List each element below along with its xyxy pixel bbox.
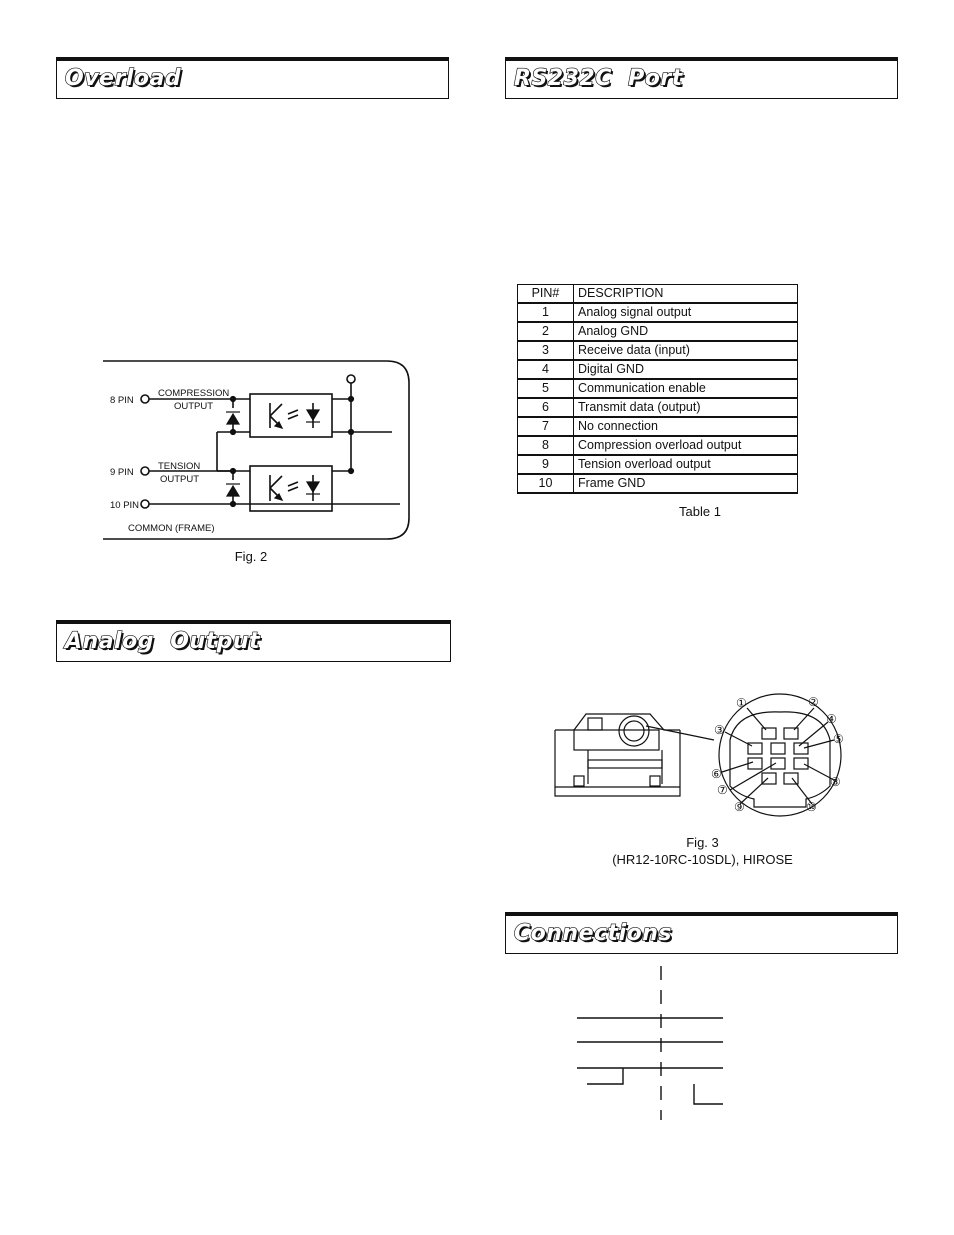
connections-header: [505, 912, 898, 954]
fig3-caption: [580, 834, 825, 868]
fig3-pin-5-marker: ⑤: [833, 732, 844, 746]
table-header-description: DESCRIPTION: [574, 285, 798, 304]
table-row: [518, 303, 798, 322]
fig3-pin-2-marker: ②: [808, 695, 819, 709]
pin-number-cell: 1: [518, 303, 574, 322]
section-title-rs232c: RS232C Port: [514, 66, 683, 91]
fig3-pin-10-marker: ⑩: [806, 800, 817, 814]
table-row: [518, 455, 798, 474]
fig3-pin-6-marker: ⑥: [711, 767, 722, 781]
pin-description-cell: Tension overload output: [574, 455, 798, 474]
pin-description-cell: Receive data (input): [574, 341, 798, 360]
fig2-overload-circuit: [100, 358, 415, 543]
fig2-caption: Fig. 2: [234, 549, 268, 564]
table-row: [518, 417, 798, 436]
pin-table: [517, 284, 798, 494]
fig3-pin-3-marker: ③: [714, 723, 725, 737]
pin-number-cell: 8: [518, 436, 574, 455]
fig2-compression-label: COMPRESSION: [158, 388, 230, 399]
pin-description-cell: Analog signal output: [574, 303, 798, 322]
fig3-pin-4-marker: ④: [826, 712, 837, 726]
fig3-pin-9-marker: ⑨: [734, 800, 745, 814]
table-header-pin: PIN#: [518, 285, 574, 304]
pin-description-cell: Digital GND: [574, 360, 798, 379]
pin-description-cell: Communication enable: [574, 379, 798, 398]
fig3-caption-part: (HR12-10RC-10SDL), HIROSE: [612, 852, 793, 867]
fig3-pin-7-marker: ⑦: [717, 783, 728, 797]
fig2-pin8-label: 8 PIN: [110, 395, 134, 406]
pin-number-cell: 4: [518, 360, 574, 379]
fig3-pin-8-marker: ⑧: [830, 775, 841, 789]
section-title-connections: Connections: [514, 921, 672, 946]
table-row: [518, 398, 798, 417]
pin-number-cell: 7: [518, 417, 574, 436]
fig2-tension-label: TENSION: [158, 461, 201, 472]
pin-number-cell: 2: [518, 322, 574, 341]
pin-number-cell: 5: [518, 379, 574, 398]
fig2-pin10-label: 10 PIN: [110, 500, 140, 511]
fig2-compression-output-label: OUTPUT: [174, 401, 214, 412]
table-row: [518, 322, 798, 341]
fig2-tension-output-label: OUTPUT: [160, 474, 200, 485]
pin-number-cell: 10: [518, 474, 574, 493]
table-row: [518, 360, 798, 379]
table-row: [518, 379, 798, 398]
analog-output-header: [56, 620, 451, 662]
section-title-analog-output: Analog Output: [65, 629, 261, 654]
fig3-caption-title: Fig. 3: [686, 835, 719, 850]
table-row: [518, 341, 798, 360]
section-title-overload: Overload: [65, 66, 182, 91]
pin-description-cell: No connection: [574, 417, 798, 436]
table-header-row: [518, 285, 798, 304]
pin-description-cell: Frame GND: [574, 474, 798, 493]
pin-number-cell: 3: [518, 341, 574, 360]
table1-caption: Table 1: [679, 504, 721, 519]
fig2-common-label: COMMON (FRAME): [128, 523, 215, 534]
table-row: [518, 474, 798, 493]
pin-description-cell: Compression overload output: [574, 436, 798, 455]
fig3-connector-diagram: [550, 690, 850, 820]
pin-description-cell: Analog GND: [574, 322, 798, 341]
pin-number-cell: 9: [518, 455, 574, 474]
pin-description-cell: Transmit data (output): [574, 398, 798, 417]
overload-header: [56, 57, 449, 99]
table-row: [518, 436, 798, 455]
fig2-pin9-label: 9 PIN: [110, 467, 134, 478]
pin-number-cell: 6: [518, 398, 574, 417]
fig3-pin-1-marker: ①: [736, 696, 747, 710]
connections-wiring-diagram: [570, 962, 730, 1124]
rs232c-header: [505, 57, 898, 99]
